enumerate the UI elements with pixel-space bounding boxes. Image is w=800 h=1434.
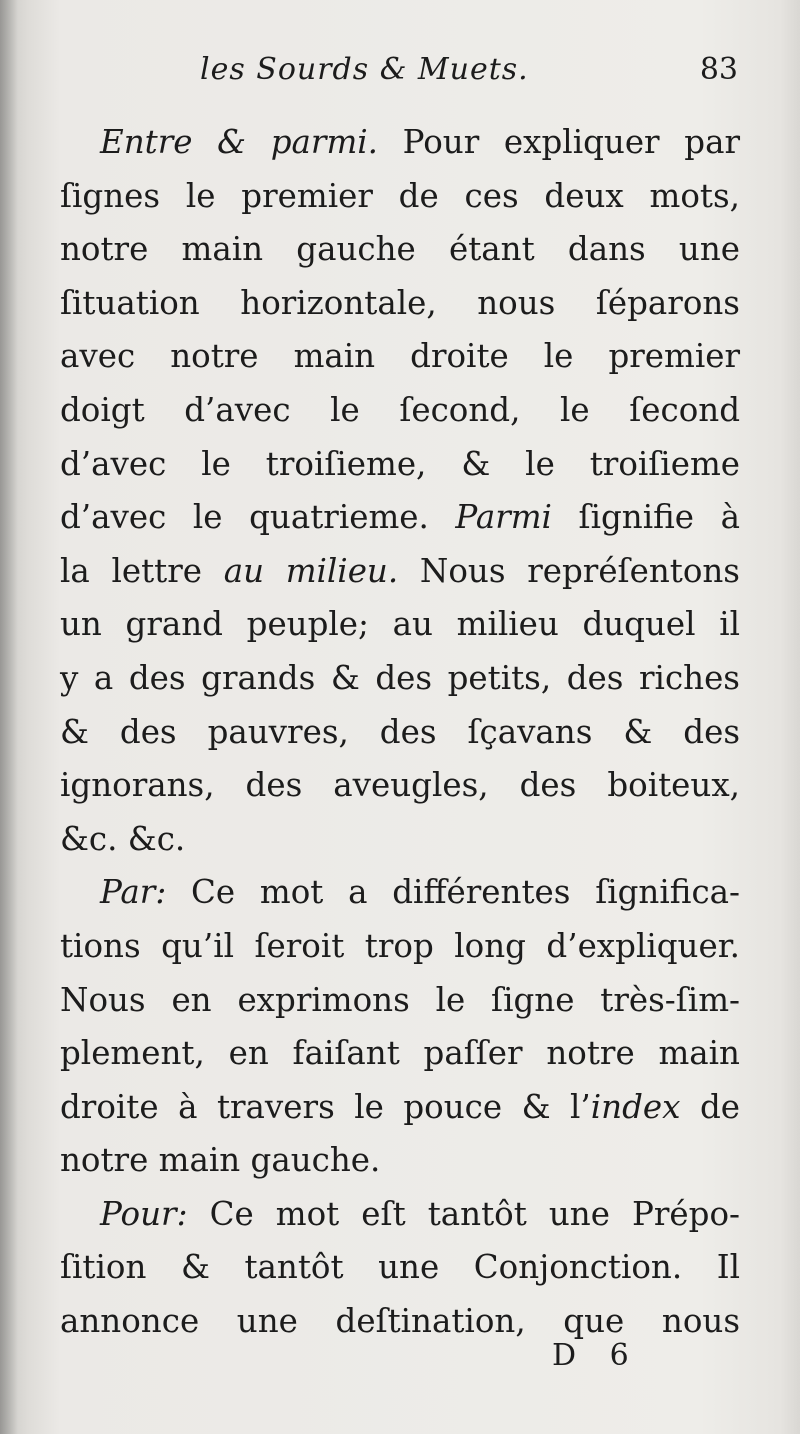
text-line [60, 866, 740, 920]
text-segment: avec notre main droite le premier [60, 337, 740, 376]
italic-text-segment: au milieu. [223, 551, 399, 590]
page-number: 83 [699, 52, 738, 87]
italic-text-segment: Parmi [455, 498, 552, 537]
signature-mark: D 6 [552, 1338, 641, 1373]
text-segment: tions qu’il ſeroit trop long d’expliquer. [60, 926, 740, 965]
text-line [60, 974, 740, 1028]
text-line [60, 920, 740, 974]
text-segment: notre main gauche. [60, 1141, 381, 1180]
text-segment: Ce mot eſt tantôt une Prépo- [187, 1194, 740, 1233]
text-line [60, 1081, 740, 1135]
text-segment: annonce une deſtination, que nous [60, 1302, 740, 1341]
text-segment: &c. &c. [60, 819, 186, 858]
text-line [60, 1027, 740, 1081]
text-segment: Nous en exprimons le ſigne très-ſim- [60, 980, 740, 1019]
text-line [60, 813, 740, 867]
text-line [60, 652, 740, 706]
text-line [60, 1134, 740, 1188]
italic-text-segment: Pour: [100, 1194, 188, 1233]
text-line [60, 330, 740, 384]
text-line [60, 598, 740, 652]
gutter-shadow [0, 0, 18, 1434]
text-line [60, 491, 740, 545]
italic-text-segment: Entre & parmi. [100, 123, 379, 161]
text-line [60, 1241, 740, 1295]
text-segment: & des pauvres, des ſçavans & des [60, 712, 740, 751]
text-segment: notre main gauche étant dans une [60, 230, 740, 269]
text-segment: d’avec le quatrieme. [60, 498, 456, 537]
text-line [60, 384, 740, 438]
body-text [60, 116, 740, 1349]
text-line [60, 759, 740, 813]
text-segment: doigt d’avec le ſecond, le ſecond [60, 390, 740, 429]
running-title: les Sourds & Muets. [200, 52, 529, 87]
text-segment: plement, en faiſant paſſer notre main [60, 1034, 740, 1073]
italic-text-segment: Par: [100, 873, 167, 912]
text-segment: droite à travers le pouce & l’ [60, 1087, 591, 1126]
text-line [60, 545, 740, 599]
text-segment: d’avec le troiſieme, & le troiſieme [60, 444, 740, 483]
text-segment: y a des grands & des petits, des riches [60, 658, 740, 697]
text-segment: Nous repréſentons [398, 551, 740, 590]
text-segment: de [680, 1087, 740, 1126]
text-line [60, 116, 740, 170]
text-line [60, 223, 740, 277]
text-segment: ignorans, des aveugles, des boiteux, [60, 766, 740, 805]
text-line [60, 170, 740, 224]
text-segment: ſituation horizontale, nous ſéparons [60, 283, 740, 322]
text-line [60, 438, 740, 492]
text-segment: ſignifie à [551, 498, 740, 537]
text-segment: la lettre [60, 551, 224, 590]
running-head [60, 52, 740, 102]
italic-text-segment: index [590, 1087, 681, 1126]
text-segment: Pour expliquer par [378, 123, 740, 161]
text-line [60, 1188, 740, 1242]
text-segment: Ce mot a différentes ſignifica- [166, 873, 740, 912]
text-line [60, 277, 740, 331]
text-line [60, 706, 740, 760]
text-segment: ſignes le premier de ces deux mots, [60, 176, 740, 215]
text-segment: ſition & tantôt une Conjonction. Il [60, 1248, 740, 1287]
text-segment: un grand peuple; au milieu duquel il [60, 605, 740, 644]
